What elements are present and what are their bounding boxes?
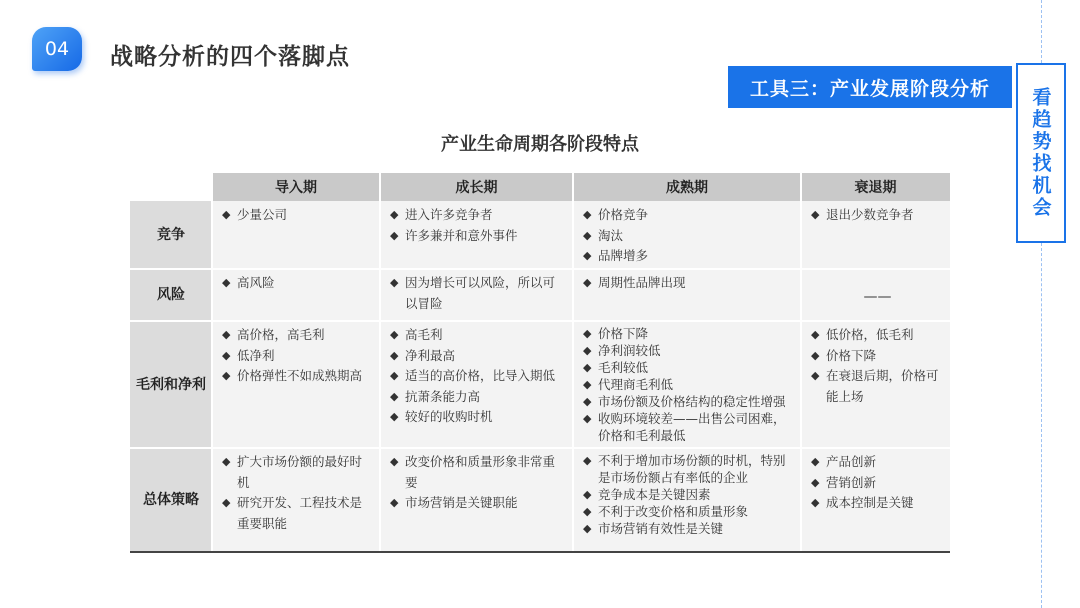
list-item — [222, 273, 374, 294]
table-cell — [212, 321, 380, 448]
list-item-text: 抗萧条能力高 — [405, 388, 481, 404]
lifecycle-table — [130, 173, 950, 553]
list-item-text: 代理商毛利低 — [598, 377, 674, 392]
list-item — [222, 452, 374, 493]
diamond-bullet-icon: ◆ — [583, 276, 592, 289]
list-item-text: 市场营销有效性是关键 — [598, 521, 724, 536]
diamond-bullet-icon: ◆ — [583, 454, 592, 467]
list-item-text: 改变价格和质量形象非常重要 — [405, 454, 556, 490]
list-item-text: 研究开发、工程技术是重要职能 — [237, 495, 363, 531]
list-item — [811, 493, 944, 514]
table-cell — [801, 321, 950, 448]
diamond-bullet-icon: ◆ — [583, 344, 592, 357]
column-divider — [572, 173, 574, 551]
diamond-bullet-icon: ◆ — [583, 505, 592, 518]
diamond-bullet-icon: ◆ — [811, 208, 820, 221]
list-item — [583, 376, 795, 393]
list-item — [390, 407, 567, 428]
diamond-bullet-icon: ◆ — [390, 455, 399, 468]
table-cell — [380, 269, 573, 321]
list-item-text: 周期性品牌出现 — [598, 275, 686, 290]
row-label-risk: 风险 — [130, 269, 212, 321]
list-item-text: 高风险 — [237, 275, 275, 290]
list-item — [222, 325, 374, 346]
diamond-bullet-icon: ◆ — [390, 410, 399, 423]
list-item-text: 少量公司 — [237, 207, 288, 222]
row-divider — [130, 268, 950, 270]
diamond-bullet-icon: ◆ — [390, 276, 399, 289]
row-label-competition: 竞争 — [130, 201, 212, 269]
list-item — [583, 503, 795, 520]
diamond-bullet-icon: ◆ — [222, 348, 231, 362]
list-item — [583, 226, 795, 247]
list-item — [811, 366, 944, 407]
list-item-text: 产品创新 — [826, 454, 877, 469]
table-title: 产业生命周期各阶段特点 — [441, 134, 639, 155]
column-header-decline: 衰退期 — [801, 173, 950, 201]
diamond-bullet-icon: ◆ — [390, 208, 399, 221]
list-item-text: 不利于改变价格和质量形象 — [598, 504, 749, 519]
column-divider — [379, 173, 381, 551]
diamond-bullet-icon: ◆ — [222, 496, 231, 509]
table-cell — [380, 321, 573, 448]
list-item — [583, 359, 795, 376]
list-item-text: 高毛利 — [405, 327, 443, 342]
table-cell — [380, 448, 573, 551]
list-item-text: 因为增长可以风险，所以可以冒险 — [405, 275, 556, 311]
list-item-text: 市场份额及价格结构的稳定性增强 — [598, 394, 786, 409]
table-cell — [573, 201, 801, 269]
row-label-margin: 毛利和净利 — [130, 321, 212, 448]
list-item — [583, 452, 795, 486]
table-cell — [573, 321, 801, 448]
column-divider — [800, 173, 802, 551]
diamond-bullet-icon: ◆ — [583, 249, 592, 262]
row-divider — [130, 447, 950, 449]
diamond-bullet-icon: ◆ — [583, 395, 592, 408]
list-item — [583, 273, 795, 294]
diamond-bullet-icon: ◆ — [390, 328, 399, 341]
list-item-text: 市场营销是关键职能 — [405, 495, 518, 510]
list-item — [222, 205, 374, 226]
column-header-maturity: 成熟期 — [573, 173, 801, 201]
list-item — [222, 493, 374, 534]
list-item — [222, 366, 374, 387]
list-item-text: 高价格，高毛利 — [237, 327, 325, 342]
diamond-bullet-icon: ◆ — [583, 208, 592, 221]
column-divider — [211, 173, 213, 551]
diamond-bullet-icon: ◆ — [811, 348, 820, 362]
table-cell — [212, 448, 380, 551]
table-cell — [573, 269, 801, 321]
diamond-bullet-icon: ◆ — [811, 496, 820, 509]
diamond-bullet-icon: ◆ — [811, 475, 820, 489]
list-item-text: 营销创新 — [826, 474, 877, 490]
list-item — [390, 387, 567, 408]
diamond-bullet-icon: ◆ — [811, 328, 820, 341]
list-item-text: 价格下降 — [826, 347, 877, 363]
list-item — [811, 205, 944, 226]
list-item — [583, 325, 795, 342]
list-item — [811, 452, 944, 473]
list-item-text: 低价格，低毛利 — [826, 327, 914, 342]
table-cell — [801, 448, 950, 551]
page-title: 战略分析的四个落脚点 — [110, 44, 350, 70]
list-item-text: 价格下降 — [598, 326, 649, 341]
diamond-bullet-icon: ◆ — [222, 369, 231, 382]
list-item-text: 竞争成本是关键因素 — [598, 487, 711, 502]
list-item — [390, 226, 567, 247]
section-number-badge: 04 — [32, 27, 82, 71]
list-item — [390, 325, 567, 346]
list-item-text: 品牌增多 — [598, 248, 649, 263]
diamond-bullet-icon: ◆ — [390, 369, 399, 382]
list-item-text: 淘汰 — [598, 227, 624, 243]
diamond-bullet-icon: ◆ — [583, 488, 592, 501]
table-cell — [801, 269, 950, 321]
list-item-text: 低净利 — [237, 347, 275, 363]
diamond-bullet-icon: ◆ — [583, 412, 592, 425]
table-cell — [573, 448, 801, 551]
list-item — [811, 325, 944, 346]
column-header-growth: 成长期 — [380, 173, 573, 201]
diamond-bullet-icon: ◆ — [222, 455, 231, 468]
diamond-bullet-icon: ◆ — [811, 455, 820, 468]
list-item — [390, 366, 567, 387]
list-item — [811, 346, 944, 367]
diamond-bullet-icon: ◆ — [583, 228, 592, 242]
diamond-bullet-icon: ◆ — [222, 328, 231, 341]
list-item — [583, 205, 795, 226]
table-cell — [212, 269, 380, 321]
list-item-text: 不利于增加市场份额的时机，特别是市场份额占有率低的企业 — [598, 453, 786, 485]
list-item-text: 许多兼并和意外事件 — [405, 227, 518, 243]
diamond-bullet-icon: ◆ — [583, 522, 592, 535]
list-item-text: 扩大市场份额的最好时机 — [237, 454, 363, 490]
diamond-bullet-icon: ◆ — [390, 348, 399, 362]
decorative-dashed-line — [1041, 243, 1042, 608]
list-item — [390, 493, 567, 514]
list-item-text: 在衰退后期，价格可能上场 — [826, 368, 939, 404]
list-item-text: 价格竞争 — [598, 207, 649, 222]
list-item-text: 净利润较低 — [598, 343, 661, 358]
row-divider — [130, 320, 950, 322]
diamond-bullet-icon: ◆ — [811, 369, 820, 382]
list-item-text: 毛利较低 — [598, 360, 649, 375]
empty-mark: —— — [863, 289, 892, 305]
table-bottom-rule — [130, 551, 950, 553]
list-item-text: 进入许多竞争者 — [405, 207, 493, 222]
list-item-text: 成本控制是关键 — [826, 495, 914, 510]
list-item — [390, 273, 567, 314]
list-item-text: 价格弹性不如成熟期高 — [237, 368, 363, 383]
tool-banner: 工具三：产业发展阶段分析 — [728, 66, 1012, 108]
list-item — [583, 246, 795, 267]
list-item — [583, 342, 795, 359]
list-item — [583, 486, 795, 503]
table-cell — [212, 201, 380, 269]
list-item — [583, 520, 795, 537]
diamond-bullet-icon: ◆ — [222, 276, 231, 289]
column-header-introduction: 导入期 — [212, 173, 380, 201]
diamond-bullet-icon: ◆ — [390, 228, 399, 242]
list-item — [583, 410, 795, 444]
diamond-bullet-icon: ◆ — [390, 496, 399, 509]
list-item — [811, 473, 944, 494]
table-cell — [380, 201, 573, 269]
list-item — [390, 205, 567, 226]
list-item — [390, 346, 567, 367]
row-label-strategy: 总体策略 — [130, 448, 212, 551]
list-item — [583, 393, 795, 410]
diamond-bullet-icon: ◆ — [583, 327, 592, 340]
table-cell — [801, 201, 950, 269]
diamond-bullet-icon: ◆ — [222, 208, 231, 221]
diamond-bullet-icon: ◆ — [390, 389, 399, 403]
list-item — [390, 452, 567, 493]
diamond-bullet-icon: ◆ — [583, 378, 592, 391]
list-item-text: 收购环境较差——出售公司困难，价格和毛利最低 — [598, 411, 786, 443]
list-item-text: 适当的高价格，比导入期低 — [405, 368, 556, 383]
list-item-text: 净利最高 — [405, 347, 456, 363]
diamond-bullet-icon: ◆ — [583, 361, 592, 374]
decorative-dashed-line — [1041, 0, 1042, 63]
side-label-box: 看趋势找机会 — [1016, 63, 1066, 243]
list-item-text: 退出少数竞争者 — [826, 207, 914, 222]
list-item — [222, 346, 374, 367]
list-item-text: 较好的收购时机 — [405, 409, 493, 424]
